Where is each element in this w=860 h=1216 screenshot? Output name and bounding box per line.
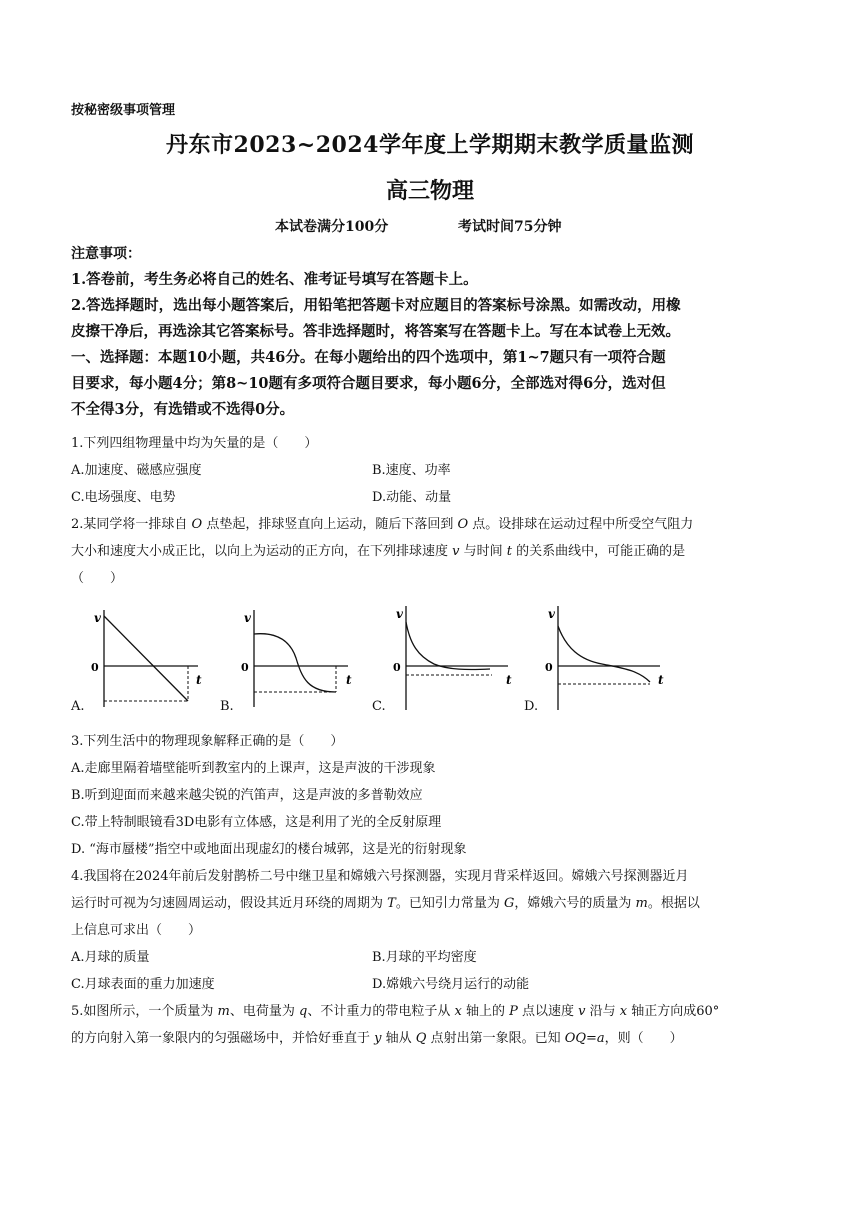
subject-title: 高三物理 <box>385 178 474 204</box>
notice-item-2-line1: 2.答选择题时，选出每小题答案后，用铅笔把答题卡对应题目的答案标号涂黑。如需改动，用橡 <box>71 297 681 314</box>
q5-var-q: q <box>299 1004 308 1019</box>
q2-graph-b <box>236 602 356 712</box>
q5-text: 5.如图所示，一个质量为 <box>71 1004 218 1019</box>
v-axis-label: v <box>548 607 555 621</box>
q5-text: 轴上的 <box>461 1004 510 1019</box>
q4-text: 。根据以 <box>647 896 700 911</box>
q5-var-y: y <box>374 1031 382 1046</box>
v-axis-label: v <box>396 607 403 621</box>
q2-text: 点。设排球在运动过程中所受空气阻力 <box>468 517 694 532</box>
q5-point-q: Q <box>415 1031 427 1046</box>
origin-label: 0 <box>393 661 401 674</box>
q4-option-b: B.月球的平均密度 <box>372 950 477 965</box>
q2-text: 与时间 <box>459 544 507 559</box>
q3-option-b: B.听到迎面而来越来越尖锐的汽笛声，这是声波的多普勒效应 <box>71 788 423 803</box>
t-axis-label: t <box>658 673 664 687</box>
notice-item-2-line2: 皮擦干净后，再选涂其它答案标号。答非选择题时，将答案写在答题卡上。写在本试卷上无效。 <box>71 323 680 340</box>
q4-var-t: T <box>387 896 396 911</box>
q2-option-d-label: D. <box>524 699 539 714</box>
q2-option-c-label: C. <box>372 699 386 714</box>
q1-option-d: D.动能、动量 <box>372 490 452 505</box>
q4-text: 。已知引力常量为 <box>395 896 504 911</box>
q2-text: 2.某同学将一排球自 <box>71 517 192 532</box>
q4-line1: 4.我国将在2024年前后发射鹊桥二号中继卫星和嫦娥六号探测器，实现月背采样返回。嫦娥六号探测器近月 <box>71 869 689 884</box>
q2-option-b-label: B. <box>220 699 234 714</box>
q4-option-a: A.月球的质量 <box>71 950 150 965</box>
velocity-curve <box>406 622 490 669</box>
notice-body <box>71 267 793 423</box>
q2-var-v: v <box>452 544 460 559</box>
q3-option-d: D. “海市蜃楼”指空中或地面出现虚幻的楼台城郭，这是光的衍射现象 <box>71 842 467 857</box>
q1-stem: 1.下列四组物理量中均为矢量的是（ ） <box>71 436 318 451</box>
q2-var-t: t <box>506 544 512 559</box>
t-axis-label: t <box>346 673 352 687</box>
section1-line1: 一、选择题：本题10小题，共46分。在每小题给出的四个选项中，第1~7题只有一项符合题 <box>71 349 666 366</box>
q5-line1 <box>71 1000 719 1019</box>
q5-text: ，则（ ） <box>604 1031 683 1046</box>
q4-option-c: C.月球表面的重力加速度 <box>71 977 215 992</box>
velocity-curve <box>558 626 650 682</box>
q2-text: 的关系曲线中，可能正确的是 <box>512 544 686 559</box>
q4-var-m: m <box>635 896 648 911</box>
q4-text: ，嫦娥六号的质量为 <box>514 896 636 911</box>
velocity-curve <box>104 616 188 701</box>
q5-point-p: P <box>509 1004 518 1019</box>
q2-graph-c <box>388 598 518 713</box>
q5-var-v: v <box>578 1004 586 1019</box>
t-axis-label: t <box>506 673 512 687</box>
confidential-label: 按秘密级事项管理 <box>71 103 176 118</box>
v-axis-label: v <box>94 611 101 625</box>
full-score: 本试卷满分100分 <box>275 219 389 235</box>
q2-option-a-label: A. <box>71 699 85 714</box>
q2-graph-d <box>540 598 670 713</box>
q3-option-c: C.带上特制眼镜看3D电影有立体感，这是利用了光的全反射原理 <box>71 815 442 830</box>
section1-line3: 不全得3分，有选错或不选得0分。 <box>71 401 295 418</box>
q5-text: 、电荷量为 <box>229 1004 300 1019</box>
q5-var-x: x <box>454 1004 462 1019</box>
q5-text: 点以速度 <box>517 1004 579 1019</box>
exam-title: 丹东市2023~2024学年度上学期期末教学质量监测 <box>166 132 694 158</box>
v-axis-label: v <box>244 611 251 625</box>
t-axis-label: t <box>196 673 202 687</box>
q4-option-d: D.嫦娥六号绕月运行的动能 <box>372 977 530 992</box>
q5-line2 <box>71 1027 683 1046</box>
origin-label: 0 <box>545 661 553 674</box>
q5-var-x: x <box>619 1004 628 1019</box>
q5-text: 、不计重力的带电粒子从 <box>307 1004 455 1019</box>
q2-line3: （ ） <box>71 571 124 586</box>
q3-stem: 3.下列生活中的物理现象解释正确的是（ ） <box>71 734 344 749</box>
q1-option-a: A.加速度、磁感应强度 <box>71 463 202 478</box>
q2-line2 <box>71 540 685 559</box>
q4-line2 <box>71 892 700 911</box>
q5-text: 轴正方向成60° <box>627 1004 720 1019</box>
q2-text: 大小和速度大小成正比，以向上为运动的正方向，在下列排球速度 <box>71 544 453 559</box>
q5-text: 的方向射入第一象限内的匀强磁场中，并恰好垂直于 <box>71 1031 375 1046</box>
q2-text: 点垫起，排球竖直向上运动，随后下落回到 <box>202 517 458 532</box>
q2-point-o: O <box>457 517 469 532</box>
q3-option-a: A.走廊里隔着墙壁能听到教室内的上课声，这是声波的干涉现象 <box>71 761 436 776</box>
notice-heading: 注意事项： <box>71 246 141 262</box>
origin-label: 0 <box>91 661 99 674</box>
notice-item-1: 1.答卷前，考生务必将自己的姓名、准考证号填写在答题卡上。 <box>71 271 478 288</box>
q1-option-c: C.电场强度、电势 <box>71 490 176 505</box>
q5-var-m: m <box>217 1004 230 1019</box>
q2-point-o: O <box>191 517 203 532</box>
q2-graph-a <box>86 602 206 712</box>
velocity-curve <box>254 634 336 692</box>
q2-line1 <box>71 513 693 532</box>
q4-text: 运行时可视为匀速圆周运动，假设其近月环绕的周期为 <box>71 896 388 911</box>
q5-text: 点射出第一象限。已知 <box>426 1031 565 1046</box>
section1-line2: 目要求，每小题4分；第8~10题有多项符合题目要求，每小题6分，全部选对得6分，选对但 <box>71 375 666 392</box>
origin-label: 0 <box>241 661 249 674</box>
q5-text: 轴从 <box>381 1031 416 1046</box>
q1-option-b: B.速度、功率 <box>372 463 451 478</box>
q5-var-oq: OQ=a <box>564 1031 605 1046</box>
q4-line3: 上信息可求出（ ） <box>71 923 202 938</box>
q4-var-g: G <box>503 896 515 911</box>
exam-time: 考试时间75分钟 <box>458 219 562 235</box>
q5-text: 沿与 <box>585 1004 620 1019</box>
